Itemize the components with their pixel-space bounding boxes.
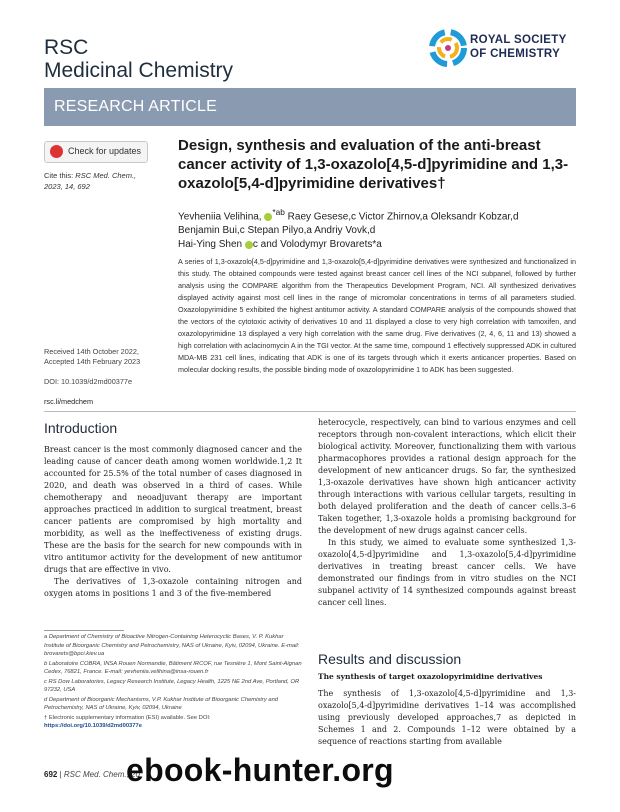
divider bbox=[44, 411, 576, 412]
results-paragraph-1: The synthesis of 1,3-oxazolo[4,5-d]pyrimidine and 1,3-oxazolo[5,4-d]pyrimidine derivatives 1–14 was accomplished using previously developed approaches,7 as depicted in Schemes 1 and 2. Compounds 1–12 were obtained by a sequence of reactions starting from available bbox=[318, 689, 576, 746]
citation bbox=[44, 170, 154, 192]
footnote-a: a Department of Chemistry of Bioactive Nitrogen-Containing Heterocyclic Bases, V. P. Kukhar Institute of Bioorganic Chemistry and Petrochemistry, NAS of Ukraine, Kyiv, 02094, Ukraine. E-mail: brovarets@bpci.kiev.ua bbox=[44, 634, 300, 657]
received-date: Received 14th October 2022, bbox=[44, 347, 139, 356]
page-number: 692 bbox=[44, 770, 58, 779]
results-heading: Results and discussion bbox=[318, 651, 462, 667]
abstract: A series of 1,3-oxazolo[4,5-d]pyrimidine and 1,3-oxazolo[5,4-d]pyrimidine derivatives were synthesized and functionalized in this study. The obtained compounds were tested against breast cancer cell lines of the NCI subpanel, followed by further analysis using the COMPARE algorithm from the Therapeutics Development Program, NCI. All synthesized derivatives displayed activity against most cell lines in the range of micromolar concentrations in terms of all parameters studied. Oxazolopyrimidine 5 exhibited the highest antitumor activity. A standard COMPARE analysis of the compounds showed that the vectors of the cytotoxic activity of derivatives 10 and 11 displayed a close to very high correlation with tamoxifen, and oxazolopyrimidine 13 displayed a very high correlation with the same drug. Five derivatives (2, 4, 6, 11 and 13) showed a high correlation with aclacinomycin A in the TGI vector. At the same time, compound 1 effectively suppressed ADK in cultured MDA-MB 231 cell lines, indicating that ADK is one of its targets through which it exerts anticancer properties. Based on molecular docking results, the possible binding mode of oxazolopyrimidine 1 to ADK has been suggested. bbox=[178, 257, 576, 374]
intro-paragraph-1: Breast cancer is the most commonly diagnosed cancer and the leading cause of cancer death among women worldwide.1,2 It accounted for 25.5% of the total number of cases diagnosed in 2020, and death was observed in a third of cases. While chemotherapy and neoadjuvant therapy are important approaches practiced in addition to surgical treatment, breast cancer patients are compromised by high mortality and morbidity, as well as the ineffectiveness of existing drugs. These are the basis for the search for new compounds with in vitro antitumor activity for the development of new antitumor drugs that are effective in vivo. bbox=[44, 445, 302, 574]
journal-name bbox=[44, 36, 233, 82]
col2-paragraph-2: In this study, we aimed to evaluate some synthesized 1,3-oxazolo[4,5-d]pyrimidine and 1,3-oxazolo[5,4-d]pyrimidine derivatives in treating breast cancer cells. We have demonstrated our findings from in vitro studies on the NCI subpanel activity of 14 synthesized compounds against breast cancer cell lines. bbox=[318, 538, 576, 607]
author-line1-rest: Raey Gesese,c Victor Zhirnov,a Oleksandr Kobzar,d bbox=[284, 211, 519, 223]
author-line2: Benjamin Bui,c Stepan Pilyo,a Andriy Vovk,d bbox=[178, 225, 376, 237]
article-title: Design, synthesis and evaluation of the anti-breast cancer activity of 1,3-oxazolo[4,5-d]pyrimidine and 1,3-oxazolo[5,4-d]pyrimidine derivatives† bbox=[178, 137, 569, 192]
footnote-c: c RS Dow Laboratories, Legacy Research Institute, Legacy Health, 1225 NE 2nd Ave, Portland, OR 97232, USA bbox=[44, 678, 300, 693]
check-updates-label: Check for updates bbox=[68, 146, 142, 156]
footer-journal: RSC Med. Chem., 20 bbox=[63, 770, 140, 779]
cite-label: Cite this: bbox=[44, 171, 74, 180]
check-updates-icon bbox=[50, 145, 63, 158]
publisher-name bbox=[470, 33, 567, 61]
col2-paragraph-1: heterocycle, respectively, can bind to various enzymes and cell receptors through non-covalent interactions, which elicit their biological activity. Moreover, functionalizing them with various pharmacophores provides a rational design approach for the development of new anticancer drugs. So far, the synthesized 1,3-oxazole derivatives have shown high anticancer activity through interactions with various cellular targets, resulting in both delayed proliferation and the death of cancer cells.3–6 Taken together, 1,3-oxazole holds a promising background for the development of new drugs against cancer cells. bbox=[318, 418, 576, 535]
journal-link[interactable]: rsc.li/medchem bbox=[44, 397, 94, 406]
publisher-line1: ROYAL SOCIETY bbox=[470, 34, 567, 46]
esi-text: † Electronic supplementary information (ESI) available. See DOI: bbox=[44, 714, 211, 721]
footnotes bbox=[44, 633, 302, 732]
accepted-date: Accepted 14th February 2023 bbox=[44, 357, 141, 366]
watermark: ebook-hunter.org bbox=[126, 752, 394, 788]
introduction-continued bbox=[318, 417, 576, 609]
results-subheading: The synthesis of target oxazolopyrimidine derivatives bbox=[318, 672, 543, 681]
article-dates bbox=[44, 347, 164, 367]
check-for-updates-button[interactable] bbox=[44, 141, 148, 163]
introduction-text bbox=[44, 444, 302, 600]
footnote-divider bbox=[44, 630, 124, 631]
journal-name-line2: Medicinal Chemistry bbox=[44, 59, 234, 82]
publisher-line2: OF CHEMISTRY bbox=[470, 48, 561, 60]
orcid-icon[interactable] bbox=[245, 241, 253, 249]
cite-text: RSC Med. Chem., 2023, 14, 692 bbox=[44, 171, 137, 191]
footnote-d: d Department of Bioorganic Mechanisms, V.P. Kukhar Institute of Bioorganic Chemistry and Petrochemistry, NAS of Ukraine, Kyiv, 02094, Ukraine bbox=[44, 696, 279, 711]
introduction-heading: Introduction bbox=[44, 420, 118, 436]
intro-paragraph-2: The derivatives of 1,3-oxazole containing nitrogen and oxygen atoms in positions 1 and 3 of the five-membered bbox=[44, 577, 302, 598]
footnote-b: b Laboratoire COBRA, INSA Rouen Normandie, Bâtiment IRCOF, rue Tesnière 1, Mont Saint-Aignan Cedex, 76821, France. E-mail: yevheniia.velihina@insa-rouen.fr bbox=[44, 660, 302, 675]
esi-link[interactable]: https://doi.org/10.1039/d2md00377e bbox=[44, 723, 142, 729]
author-line3a: Hai-Ying Shen bbox=[178, 239, 245, 251]
article-type-label: RESEARCH ARTICLE bbox=[54, 98, 217, 115]
author-line1: Yevheniia Velihina, bbox=[178, 211, 265, 223]
article-type-banner bbox=[44, 88, 576, 126]
author-line1-sup: *ab bbox=[272, 207, 285, 217]
page-footer: 692 | RSC Med. Chem., 20 bbox=[44, 770, 140, 779]
author-line3b: c and Volodymyr Brovarets*a bbox=[252, 239, 382, 251]
journal-name-line1: RSC bbox=[44, 36, 89, 59]
author-list bbox=[178, 205, 568, 252]
doi[interactable]: DOI: 10.1039/d2md00377e bbox=[44, 377, 133, 386]
results-text bbox=[318, 688, 576, 748]
footnote-esi bbox=[44, 714, 302, 731]
